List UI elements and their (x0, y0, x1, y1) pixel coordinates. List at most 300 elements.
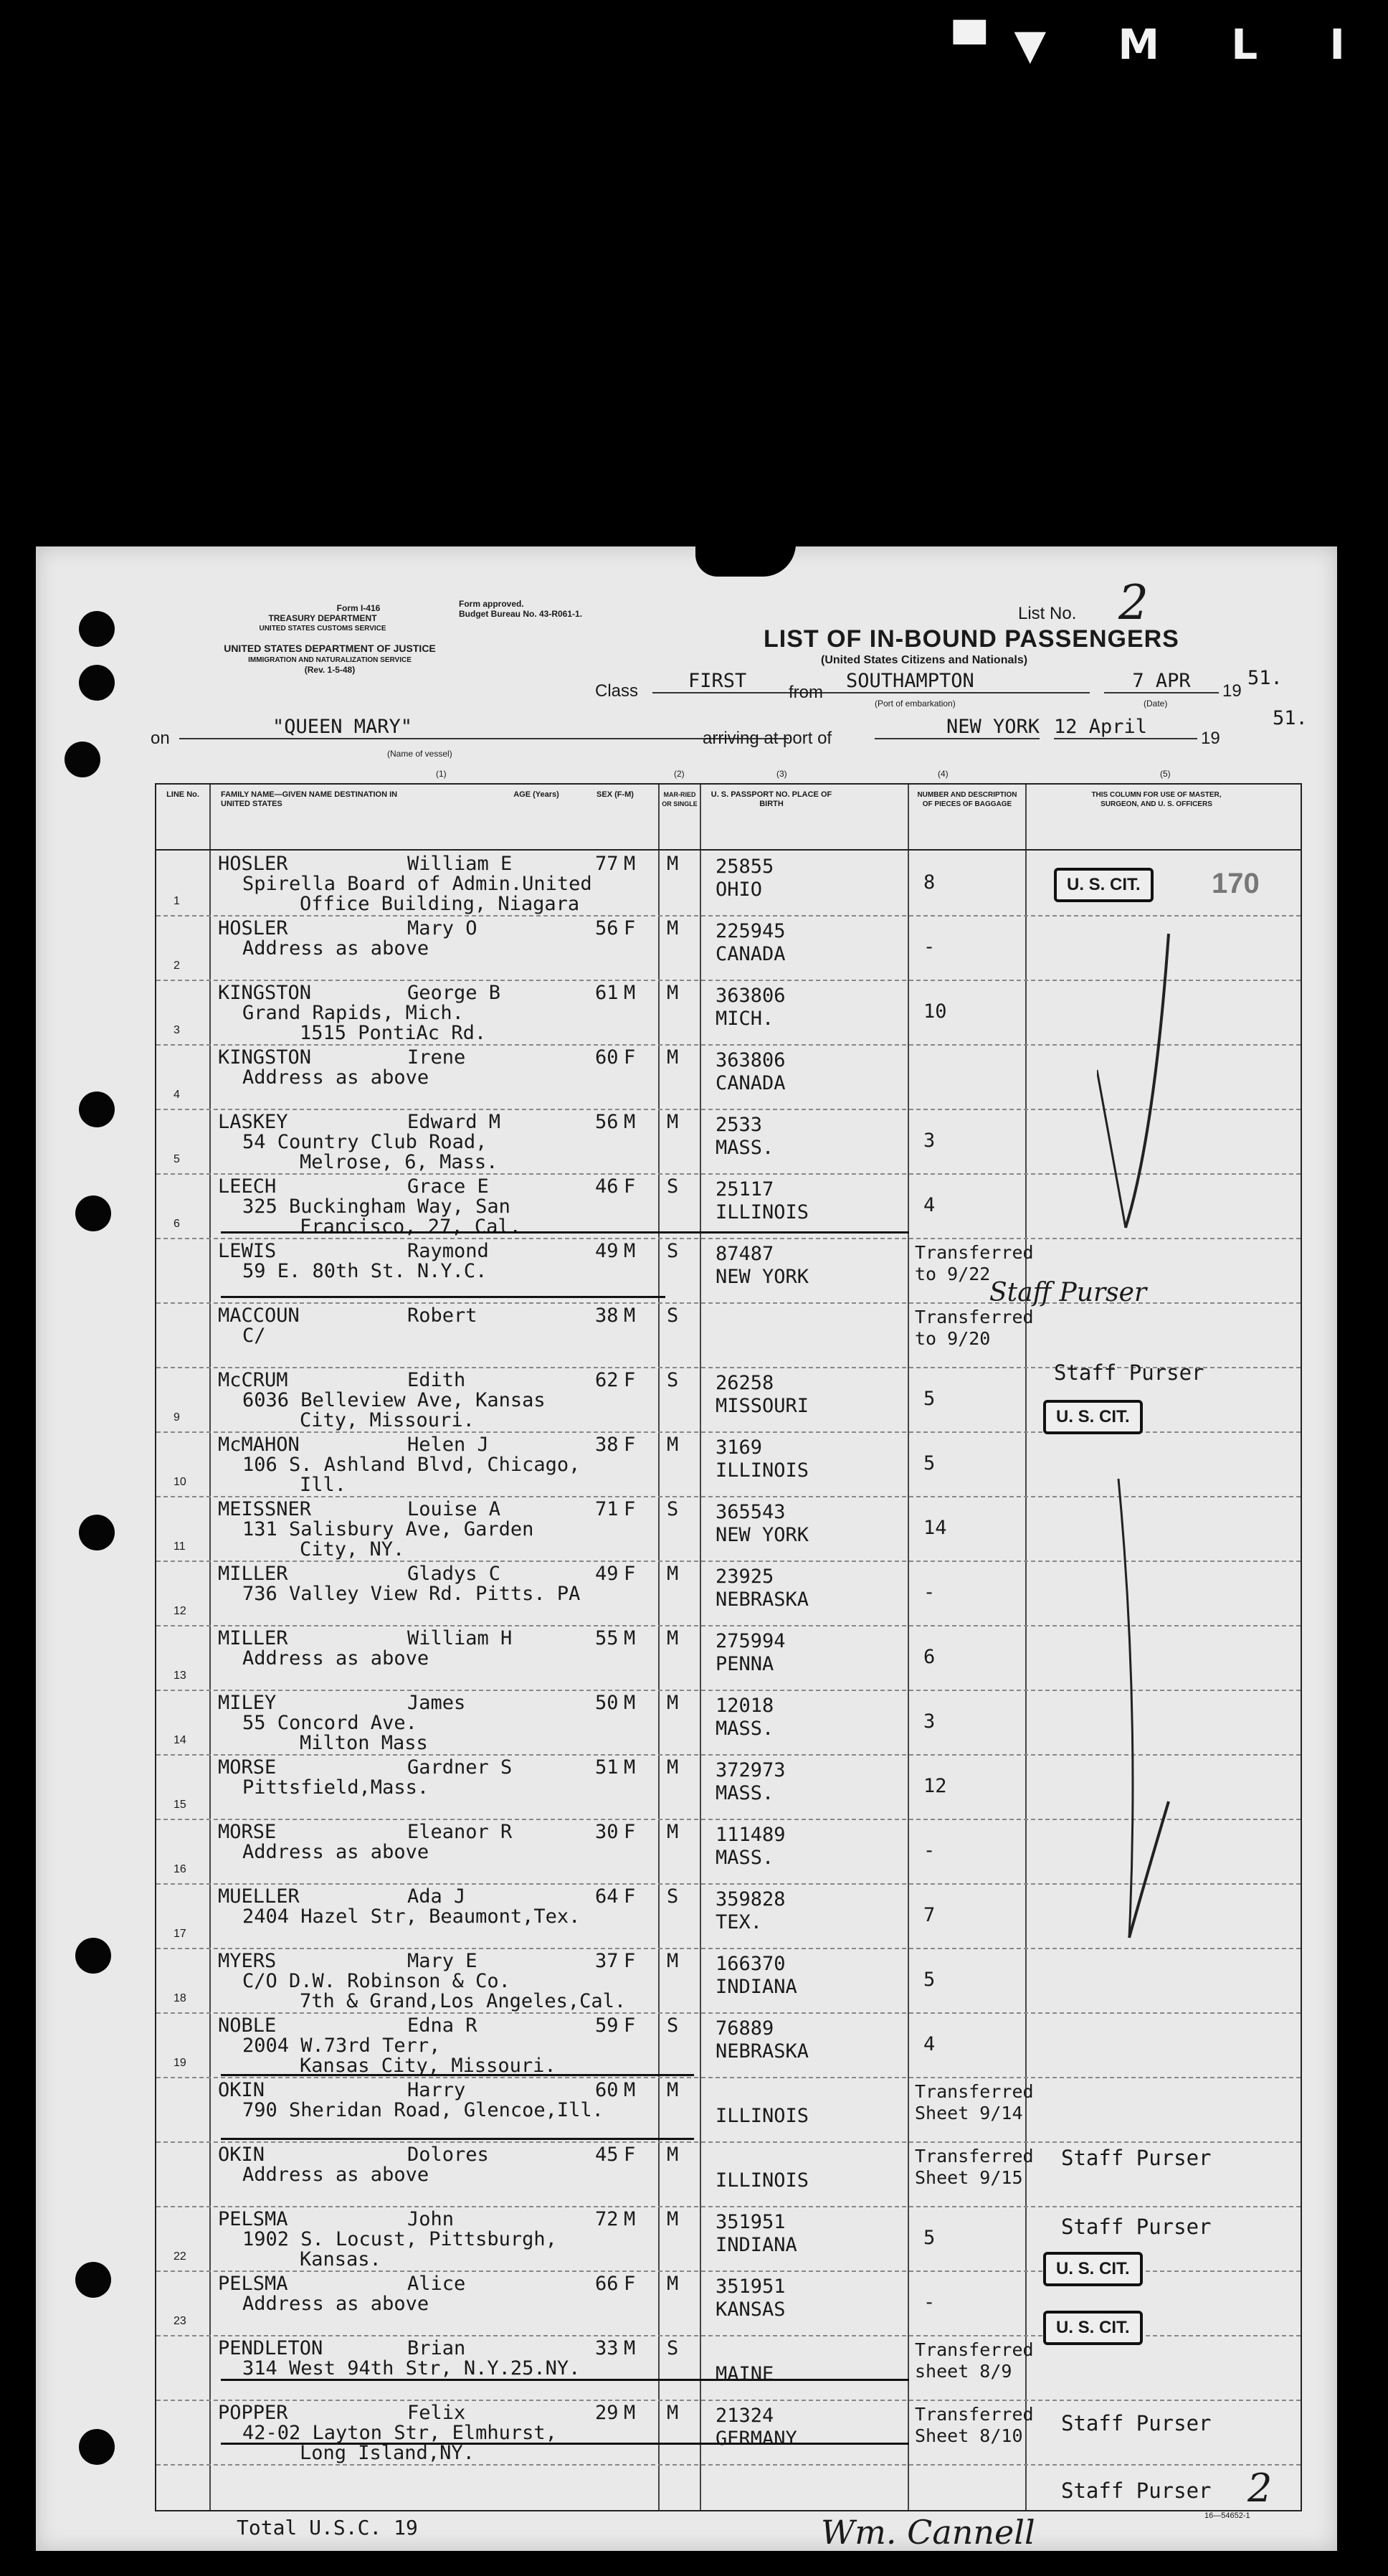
sex: M (624, 2208, 636, 2230)
destination-line: Address as above (242, 2293, 429, 2315)
baggage: Transferred sheet 8/9 (915, 2339, 1034, 2382)
passport-no: 363806 (716, 1049, 786, 1071)
age: 61 (595, 982, 619, 1004)
baggage: 5 (923, 2227, 936, 2249)
passport-no: 2533 (716, 1114, 763, 1136)
passport-no: 351951 (716, 2211, 786, 2233)
us-citizen-stamp: U. S. CIT. (1043, 2252, 1143, 2286)
age: 37 (595, 1950, 619, 1972)
given-name: Raymond (407, 1240, 489, 1262)
us-citizen-stamp: U. S. CIT. (1043, 1400, 1143, 1434)
us-citizen-stamp: U. S. CIT. (1054, 868, 1154, 902)
marital-status: M (667, 2402, 679, 2424)
list-no-value: 2 (1118, 575, 1149, 630)
arrival-date: 12 April (1054, 716, 1197, 739)
destination-line: 54 Country Club Road, (242, 1131, 488, 1153)
destination-line: Grand Rapids, Mich. (242, 1002, 464, 1024)
year-prefix: 19 (1222, 681, 1242, 701)
baggage: 3 (923, 1130, 936, 1152)
line-number: 14 (174, 1734, 186, 1746)
col-family-name: FAMILY NAME—GIVEN NAME DESTINATION IN UNITED STATES (221, 790, 398, 808)
age: 50 (595, 1692, 619, 1714)
family-name: MILEY (218, 1692, 277, 1714)
family-name: LASKEY (218, 1111, 288, 1133)
age: 59 (595, 2014, 619, 2037)
passport-no: 26258 (716, 1372, 774, 1394)
destination-line: Ill. (300, 1474, 347, 1496)
col-sex: SEX (F-M) (596, 790, 634, 799)
destination-line: Office Building, Niagara (300, 893, 580, 915)
passport-no: 25117 (716, 1178, 774, 1201)
marital-status: M (667, 1434, 679, 1456)
strike-line (221, 2443, 909, 2445)
destination-line: Francisco, 27, Cal. (300, 1216, 521, 1238)
port-caption: (Port of embarkation) (875, 699, 956, 709)
place-of-birth: CANADA (716, 943, 786, 965)
sex: M (624, 1240, 636, 1262)
age: 56 (595, 917, 619, 939)
baggage: 5 (923, 1452, 936, 1474)
given-name: Eleanor R (407, 1821, 513, 1843)
marital-status: S (667, 1304, 679, 1327)
line-number: 6 (174, 1218, 180, 1230)
officer-signature: Wm. Cannell (821, 2513, 1035, 2551)
strike-line (221, 2074, 694, 2076)
age: 38 (595, 1304, 619, 1327)
us-citizen-stamp: U. S. CIT. (1043, 2311, 1143, 2345)
destination-line: 736 Valley View Rd. Pitts. PA (242, 1583, 581, 1605)
destination-line: 2004 W.73rd Terr, (242, 2035, 441, 2057)
given-name: Felix (407, 2402, 466, 2424)
destination-line: 1902 S. Locust, Pittsburgh, (242, 2228, 557, 2250)
ins-service: IMMIGRATION AND NATURALIZATION SERVICE (248, 656, 412, 664)
form-id: Form I-416 (336, 603, 381, 613)
sex: F (624, 1563, 636, 1585)
family-name: OKIN (218, 2144, 265, 2166)
place-of-birth: TEX. (716, 1911, 763, 1933)
passport-no: 3169 (716, 1436, 763, 1459)
sex: F (624, 917, 636, 939)
baggage: 14 (923, 1517, 947, 1539)
passport-no: 365543 (716, 1501, 786, 1523)
place-of-birth: MASS. (716, 1718, 774, 1740)
marital-status: S (667, 1885, 679, 1908)
sex: M (624, 1692, 636, 1714)
destination-line: 42-02 Layton Str, Elmhurst, (242, 2422, 557, 2444)
baggage: 7 (923, 1904, 936, 1926)
given-name: Alice (407, 2273, 466, 2295)
given-name: James (407, 1692, 466, 1714)
place-of-birth: OHIO (716, 879, 763, 901)
family-name: KINGSTON (218, 1046, 312, 1069)
form-subtitle: (United States Citizens and Nationals) (821, 654, 1028, 666)
given-name: Ada J (407, 1885, 466, 1908)
destination-line: Address as above (242, 1647, 429, 1670)
sex: F (624, 1498, 636, 1520)
total-usc: Total U.S.C. 19 (237, 2516, 418, 2539)
col-passport: U. S. PASSPORT NO. PLACE OF BIRTH (710, 790, 832, 808)
passport-no: 166370 (716, 1953, 786, 1975)
marital-status: M (667, 1111, 679, 1133)
baggage: 8 (923, 871, 936, 894)
marital-status: M (667, 1563, 679, 1585)
place-of-birth: GERMANY (716, 2428, 797, 2450)
date-caption: (Date) (1144, 699, 1168, 709)
budget-bureau: Budget Bureau No. 43-R061-1. (459, 609, 583, 619)
age: 45 (595, 2144, 619, 2166)
sex: M (624, 2079, 636, 2101)
given-name: Brian (407, 2337, 466, 2359)
sex: F (624, 1434, 636, 1456)
marital-status: S (667, 2014, 679, 2037)
family-name: McMAHON (218, 1434, 300, 1456)
age: 51 (595, 1756, 619, 1779)
place-of-birth: ILLINOIS (716, 2105, 809, 2127)
col-number: (1) (436, 769, 447, 779)
destination-line: Long Island,NY. (300, 2442, 475, 2464)
baggage: 3 (923, 1710, 936, 1733)
destination-line: 106 S. Ashland Blvd, Chicago, (242, 1454, 581, 1476)
given-name: Mary E (407, 1950, 477, 1972)
destination-line: Melrose, 6, Mass. (300, 1151, 498, 1173)
baggage: 10 (923, 1000, 947, 1023)
sex: F (624, 1885, 636, 1908)
punch-hole (75, 1195, 111, 1231)
marital-status: M (667, 853, 679, 875)
col-officers: THIS COLUMN FOR USE OF MASTER, SURGEON, AND U. S. OFFICERS (1091, 791, 1222, 808)
baggage: 4 (923, 2033, 936, 2055)
age: 60 (595, 1046, 619, 1069)
arrival-year: 51. (1273, 707, 1308, 729)
place-of-birth: MASS. (716, 1847, 774, 1869)
destination-line: 59 E. 80th St. N.Y.C. (242, 1260, 488, 1282)
sex: M (624, 853, 636, 875)
baggage: Transferred to 9/22 (915, 1242, 1034, 1284)
given-name: George B (407, 982, 501, 1004)
given-name: William H (407, 1627, 513, 1649)
passport-no: 76889 (716, 2017, 774, 2040)
place-of-birth: ILLINOIS (716, 1459, 809, 1482)
family-name: PENDLETON (218, 2337, 323, 2359)
sex: M (624, 1627, 636, 1649)
destination-line: C/ (242, 1325, 266, 1347)
family-name: McCRUM (218, 1369, 288, 1391)
destination-line: City, NY. (300, 1538, 405, 1561)
family-name: MEISSNER (218, 1498, 312, 1520)
staff-purser-note: Staff Purser (1061, 2411, 1212, 2435)
family-name: OKIN (218, 2079, 265, 2101)
given-name: Helen J (407, 1434, 489, 1456)
passport-no: 21324 (716, 2405, 774, 2427)
destination-line: C/O D.W. Robinson & Co. (242, 1970, 510, 1992)
on-label: on (151, 729, 170, 748)
passport-no: 372973 (716, 1759, 786, 1781)
marital-status: S (667, 2337, 679, 2359)
family-name: MUELLER (218, 1885, 300, 1908)
punch-hole (79, 665, 115, 701)
form-code: 16—54652-1 (1204, 2511, 1250, 2520)
marital-status: M (667, 1756, 679, 1779)
punch-hole (79, 611, 115, 647)
family-name: HOSLER (218, 917, 288, 939)
age: 56 (595, 1111, 619, 1133)
passport-no: 23925 (716, 1566, 774, 1588)
form-revision: (Rev. 1-5-48) (304, 665, 356, 675)
age: 55 (595, 1627, 619, 1649)
destination-line: Milton Mass (300, 1732, 428, 1754)
line-number: 23 (174, 2315, 186, 2327)
form-title: LIST OF IN-BOUND PASSENGERS (764, 625, 1179, 653)
line-number: 2 (174, 960, 180, 972)
justice-dept: UNITED STATES DEPARTMENT OF JUSTICE (224, 643, 436, 654)
given-name: Grace E (407, 1175, 489, 1198)
treasury-dept: TREASURY DEPARTMENT (268, 613, 377, 623)
destination-line: 790 Sheridan Road, Glencoe,Ill. (242, 2099, 604, 2121)
family-name: MILLER (218, 1563, 288, 1585)
place-of-birth: MAINE (716, 2363, 774, 2385)
passenger-manifest-sheet (36, 546, 1337, 2551)
officer-check-marks (1097, 919, 1183, 2067)
sex: M (624, 1111, 636, 1133)
family-name: PELSMA (218, 2208, 288, 2230)
age: 29 (595, 2402, 619, 2424)
destination-line: 6036 Belleview Ave, Kansas (242, 1389, 546, 1411)
baggage: Transferred Sheet 9/15 (915, 2146, 1034, 2188)
col-number: (2) (674, 769, 685, 779)
place-of-birth: NEW YORK (716, 1266, 809, 1288)
form-approved: Form approved. (459, 599, 524, 609)
baggage: - (923, 1839, 936, 1862)
sex: F (624, 1046, 636, 1069)
family-name: LEWIS (218, 1240, 277, 1262)
line-number: 1 (174, 895, 180, 907)
arrival-port: NEW YORK (875, 716, 1040, 739)
baggage: 5 (923, 1388, 936, 1410)
punch-hole (65, 742, 100, 777)
page-mark: 2 (1247, 2466, 1273, 2511)
marital-status: M (667, 917, 679, 939)
destination-line: City, Missouri. (300, 1409, 475, 1431)
family-name: MORSE (218, 1821, 277, 1843)
line-number: 22 (174, 2250, 186, 2263)
port-of-embarkation: SOUTHAMPTON (839, 670, 1090, 693)
family-name: KINGSTON (218, 982, 312, 1004)
marital-status: S (667, 1498, 679, 1520)
age: 71 (595, 1498, 619, 1520)
line-number: 10 (174, 1476, 186, 1488)
baggage: Transferred to 9/20 (915, 1307, 1034, 1349)
age: 49 (595, 1240, 619, 1262)
age: 66 (595, 2273, 619, 2295)
given-name: Gladys C (407, 1563, 501, 1585)
given-name: Harry (407, 2079, 466, 2101)
given-name: Edith (407, 1369, 466, 1391)
place-of-birth: NEW YORK (716, 1524, 809, 1546)
vessel-name: "QUEEN MARY" (179, 716, 789, 739)
age: 49 (595, 1563, 619, 1585)
place-of-birth: MICH. (716, 1008, 774, 1030)
destination-line: Spirella Board of Admin.United (242, 873, 592, 895)
family-name: MYERS (218, 1950, 277, 1972)
strike-line (221, 2379, 909, 2381)
passport-no: 351951 (716, 2276, 786, 2298)
given-name: Louise A (407, 1498, 501, 1520)
sex: M (624, 1304, 636, 1327)
destination-line: Address as above (242, 1841, 429, 1863)
baggage: 5 (923, 1969, 936, 1991)
sex: F (624, 1369, 636, 1391)
family-name: MACCOUN (218, 1304, 300, 1327)
sex: F (624, 2144, 636, 2166)
age: 60 (595, 2079, 619, 2101)
year-value: 51. (1247, 667, 1283, 689)
staff-purser-note: Staff Purser (1061, 2146, 1212, 2170)
place-of-birth: MISSOURI (716, 1395, 809, 1417)
line-number: 3 (174, 1024, 180, 1036)
family-name: HOSLER (218, 853, 288, 875)
given-name: Edward M (407, 1111, 501, 1133)
staff-purser-note: Staff Purser (1061, 2215, 1212, 2239)
age: 33 (595, 2337, 619, 2359)
sex: M (624, 2402, 636, 2424)
col-married: MAR-RIED OR SINGLE (662, 791, 698, 808)
destination-line: Kansas. (300, 2248, 381, 2270)
baggage: 6 (923, 1646, 936, 1668)
passport-no: 225945 (716, 920, 786, 942)
baggage: Transferred Sheet 9/14 (915, 2081, 1034, 2123)
sex: F (624, 1175, 636, 1198)
marital-status: M (667, 2079, 679, 2101)
marital-status: M (667, 2273, 679, 2295)
col-baggage: NUMBER AND DESCRIPTION OF PIECES OF BAGGAGE (917, 791, 1017, 808)
line-number: 13 (174, 1670, 186, 1682)
destination-line: 7th & Grand,Los Angeles,Cal. (300, 1990, 627, 2012)
col-number: (4) (938, 769, 949, 779)
destination-line: 131 Salisbury Ave, Garden (242, 1518, 534, 1540)
punch-hole (79, 1092, 115, 1127)
destination-line: 2404 Hazel Str, Beaumont,Tex. (242, 1905, 581, 1928)
strike-line (221, 1296, 665, 1298)
punch-hole (79, 2429, 115, 2465)
family-name: NOBLE (218, 2014, 277, 2037)
baggage: Transferred Sheet 8/10 (915, 2404, 1034, 2446)
col-age: AGE (Years) (513, 790, 559, 799)
class-label: Class (595, 681, 639, 701)
age: 72 (595, 2208, 619, 2230)
strike-line (221, 1231, 909, 1233)
marital-status: M (667, 1821, 679, 1843)
family-name: MORSE (218, 1756, 277, 1779)
punch-hole (79, 1515, 115, 1550)
given-name: Irene (407, 1046, 466, 1069)
age: 77 (595, 853, 619, 875)
baggage: - (923, 936, 936, 958)
line-number: 9 (174, 1411, 180, 1424)
sex: F (624, 2273, 636, 2295)
given-name: Robert (407, 1304, 477, 1327)
place-of-birth: KANSAS (716, 2298, 786, 2321)
staff-purser-note: Staff Purser (1054, 1360, 1204, 1385)
line-number: 4 (174, 1089, 180, 1101)
line-number: 11 (174, 1540, 186, 1553)
destination-line: 325 Buckingham Way, San (242, 1195, 510, 1218)
destination-line: Address as above (242, 937, 429, 960)
sex: M (624, 2337, 636, 2359)
sex: F (624, 2014, 636, 2037)
sex: F (624, 1821, 636, 1843)
embarkation-date: 7 APR (1104, 670, 1219, 693)
passport-no: 363806 (716, 985, 786, 1007)
line-number: 15 (174, 1799, 186, 1811)
marital-status: M (667, 1046, 679, 1069)
destination-line: 55 Concord Ave. (242, 1712, 417, 1734)
film-corner-marks: ▀▼ M L I (953, 20, 1374, 69)
from-label: from (789, 683, 823, 702)
customs-service: UNITED STATES CUSTOMS SERVICE (259, 625, 386, 633)
destination-line: Pittsfield,Mass. (242, 1776, 429, 1799)
given-name: Edna R (407, 2014, 477, 2037)
passport-no: 25855 (716, 856, 774, 878)
place-of-birth: PENNA (716, 1653, 774, 1675)
staff-purser-note: Staff Purser (989, 1278, 1147, 1307)
baggage: - (923, 1581, 936, 1604)
place-of-birth: NEBRASKA (716, 1588, 809, 1611)
place-of-birth: MASS. (716, 1137, 774, 1159)
age: 30 (595, 1821, 619, 1843)
age: 38 (595, 1434, 619, 1456)
passport-no: 111489 (716, 1824, 786, 1846)
stamp-number: 170 (1212, 868, 1260, 899)
punch-hole (75, 1938, 111, 1974)
sex: M (624, 982, 636, 1004)
place-of-birth: NEBRASKA (716, 2040, 809, 2063)
destination-line: 314 West 94th Str, N.Y.25.NY. (242, 2357, 581, 2380)
age: 46 (595, 1175, 619, 1198)
age: 64 (595, 1885, 619, 1908)
line-number: 17 (174, 1928, 186, 1940)
place-of-birth: INDIANA (716, 1976, 797, 1998)
staff-purser-note: Staff Purser (1061, 2478, 1212, 2503)
marital-status: S (667, 1240, 679, 1262)
destination-line: Address as above (242, 1066, 429, 1089)
line-number: 5 (174, 1153, 180, 1165)
passport-no: 359828 (716, 1888, 786, 1910)
list-no-label: List No. (1018, 604, 1077, 623)
marital-status: S (667, 1369, 679, 1391)
sex: M (624, 1756, 636, 1779)
place-of-birth: INDIANA (716, 2234, 797, 2256)
place-of-birth: MASS. (716, 1782, 774, 1804)
col-line-no: LINE No. (166, 790, 199, 799)
age: 62 (595, 1369, 619, 1391)
family-name: LEECH (218, 1175, 277, 1198)
passport-no: 275994 (716, 1630, 786, 1652)
passport-no: 87487 (716, 1243, 774, 1265)
destination-line: Kansas City, Missouri. (300, 2055, 556, 2077)
marital-status: M (667, 2144, 679, 2166)
vessel-caption: (Name of vessel) (387, 749, 452, 759)
marital-status: M (667, 1627, 679, 1649)
marital-status: M (667, 1692, 679, 1714)
family-name: MILLER (218, 1627, 288, 1649)
line-number: 16 (174, 1863, 186, 1875)
baggage: 4 (923, 1194, 936, 1216)
passport-no: 12018 (716, 1695, 774, 1717)
paper-tear (695, 546, 796, 577)
baggage: 12 (923, 1775, 947, 1797)
given-name: Mary O (407, 917, 477, 939)
punch-hole (75, 2262, 111, 2298)
